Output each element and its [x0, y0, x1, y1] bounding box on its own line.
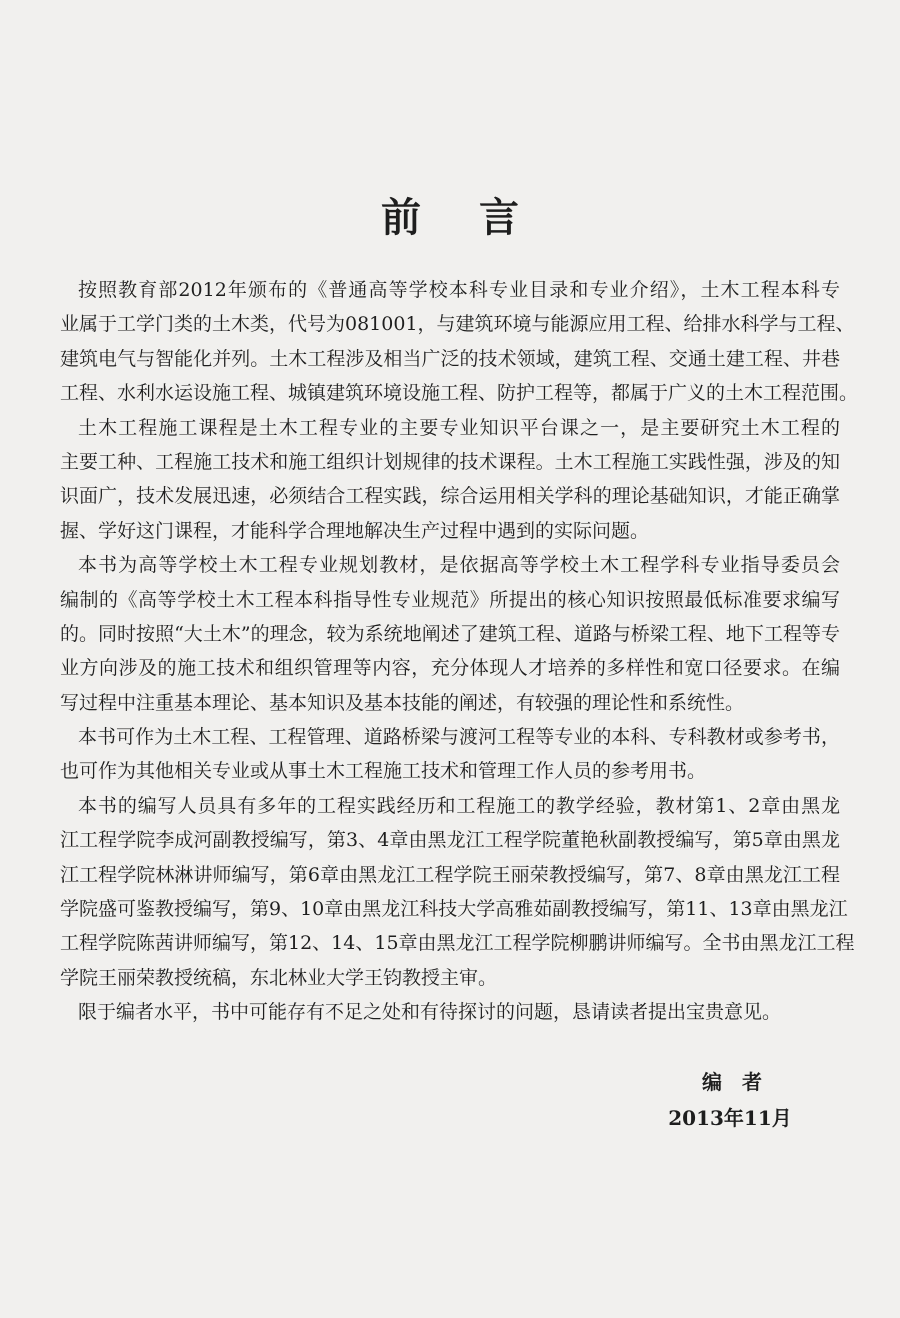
text-line: 业方向涉及的施工技术和组织管理等内容，充分体现人才培养的多样性和宽口径要求。在编 — [60, 657, 840, 680]
text-line: 也可作为其他相关专业或从事土木工程施工技术和管理工作人员的参考用书。 — [60, 760, 707, 783]
text-line: 本书的编写人员具有多年的工程实践经历和工程施工的教学经验，教材第1、2章由黑龙 — [78, 794, 840, 817]
paragraph — [60, 995, 840, 1029]
text-line: 学院盛可鉴教授编写，第9、10章由黑龙江科技大学高雅茹副教授编写，第11、13章由黑龙江 — [60, 898, 848, 921]
paragraph — [60, 720, 840, 789]
text-line: 按照教育部2012年颁布的《普通高等学校本科专业目录和专业介绍》，土木工程本科专 — [78, 279, 840, 301]
paragraph — [60, 273, 859, 411]
signature-date: 2013年11月 — [668, 1106, 792, 1130]
text-line: 编制的《高等学校土木工程本科指导性专业规范》所提出的核心知识按照最低标准要求编写 — [60, 588, 840, 611]
text-line: 工程学院陈茜讲师编写，第12、14、15章由黑龙江工程学院柳鹏讲师编写。全书由黑龙江工程 — [60, 932, 855, 955]
text-line: 建筑电气与智能化并列。土木工程涉及相当广泛的技术领域，建筑工程、交通土建工程、井巷 — [60, 347, 840, 370]
text-line: 本书可作为土木工程、工程管理、道路桥梁与渡河工程等专业的本科、专科教材或参考书， — [78, 726, 840, 749]
text-line: 工程、水利水运设施工程、城镇建筑环境设施工程、防护工程等，都属于广义的土木工程范围。 — [60, 382, 859, 405]
text-line: 主要工种、工程施工技术和施工组织计划规律的技术课程。土木工程施工实践性强，涉及的知 — [60, 450, 840, 473]
text-line: 学院王丽荣教授统稿，东北林业大学王钧教授主审。 — [60, 966, 498, 989]
text-line: 江工程学院林淋讲师编写，第6章由黑龙江工程学院王丽荣教授编写，第7、8章由黑龙江工程 — [60, 863, 840, 886]
page-title: 前言 — [381, 194, 577, 241]
text-line: 土木工程施工课程是土木工程专业的主要专业知识平台课之一，是主要研究土木工程的 — [78, 416, 840, 439]
text-line: 江工程学院李成河副教授编写，第3、4章由黑龙江工程学院董艳秋副教授编写，第5章由黑龙 — [60, 829, 840, 852]
text-line: 写过程中注重基本理论、基本知识及基本技能的阐述，有较强的理论性和系统性。 — [60, 691, 745, 714]
signature-author: 编者 — [702, 1070, 782, 1094]
text-line: 限于编者水平，书中可能存有不足之处和有待探讨的问题，恳请读者提出宝贵意见。 — [78, 1001, 782, 1024]
text-line: 本书为高等学校土木工程专业规划教材，是依据高等学校土木工程学科专业指导委员会 — [78, 554, 840, 577]
text-line: 握、学好这门课程，才能科学合理地解决生产过程中遇到的实际问题。 — [60, 519, 650, 542]
text-line: 业属于工学门类的土木类，代号为081001，与建筑环境与能源应用工程、给排水科学与工程、 — [60, 313, 855, 336]
text-line: 识面广，技术发展迅速，必须结合工程实践，综合运用相关学科的理论基础知识，才能正确掌 — [60, 485, 840, 508]
preface-body — [60, 273, 859, 1030]
paragraph — [60, 411, 840, 549]
paragraph — [60, 789, 855, 995]
paragraph — [60, 548, 840, 720]
text-line: 的。同时按照“大土木”的理念，较为系统地阐述了建筑工程、道路与桥梁工程、地下工程等专 — [60, 622, 840, 645]
